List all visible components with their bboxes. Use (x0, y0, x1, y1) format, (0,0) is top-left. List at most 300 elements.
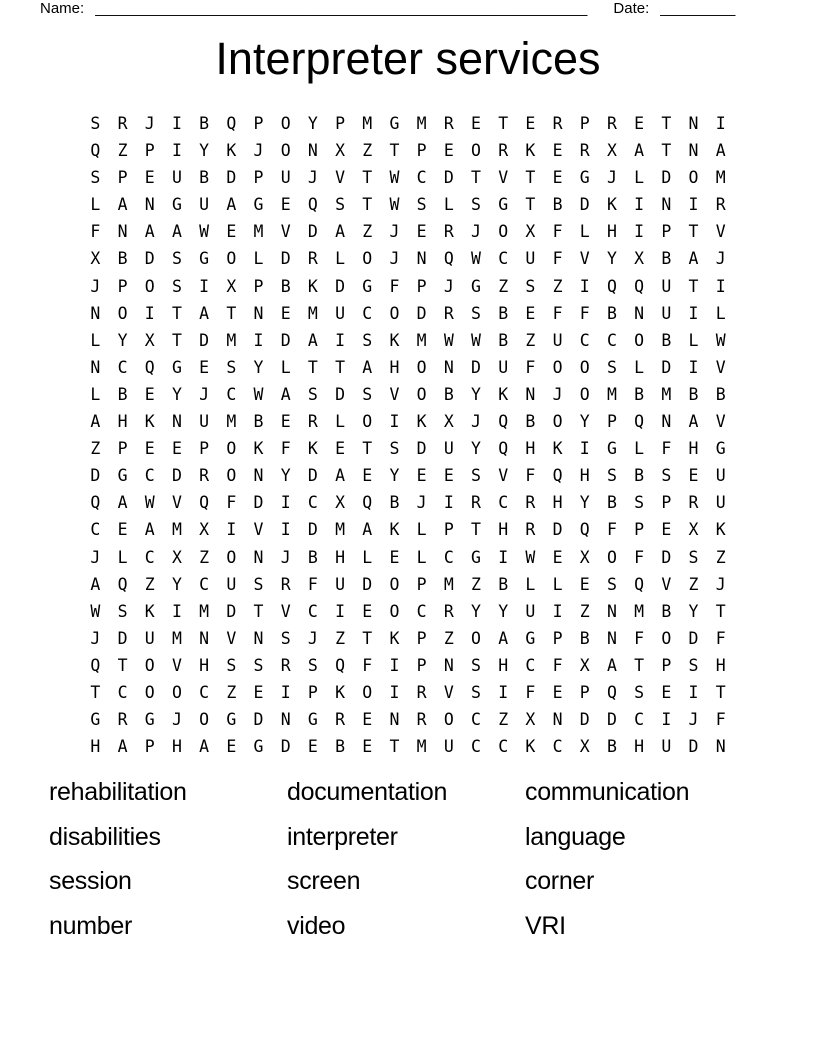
grid-letter-r6-c12: J (389, 249, 400, 269)
grid-letter-r24-c13: M (416, 737, 427, 757)
grid-letter-r3-c3: E (144, 168, 155, 188)
grid-letter-r18-c4: Y (171, 574, 182, 594)
grid-letter-r15-c9: C (307, 493, 318, 513)
grid-letter-r11-c21: B (634, 384, 645, 404)
grid-letter-r2-c7: J (253, 141, 264, 161)
grid-letter-r12-c22: N (661, 412, 672, 432)
grid-letter-r17-c6: O (226, 547, 237, 567)
grid-letter-r5-c10: A (335, 222, 345, 242)
grid-letter-r7-c2: P (117, 276, 128, 296)
grid-letter-r18-c17: L (525, 574, 536, 594)
grid-letter-r2-c19: R (579, 141, 590, 161)
grid-letter-r7-c24: I (715, 276, 726, 296)
grid-letter-r2-c15: O (471, 141, 481, 161)
date-label: Date: (613, 0, 650, 17)
grid-letter-r8-c5: A (199, 303, 210, 323)
grid-letter-r15-c14: I (443, 493, 454, 513)
grid-letter-r19-c5: M (199, 601, 210, 621)
grid-letter-r22-c4: O (171, 682, 182, 702)
grid-letter-r21-c20: A (606, 655, 617, 675)
grid-letter-r17-c8: J (280, 547, 291, 567)
grid-letter-r24-c11: E (362, 737, 373, 757)
grid-letter-r9-c13: M (416, 330, 427, 350)
grid-letter-r24-c19: X (579, 737, 590, 757)
grid-letter-r22-c17: F (525, 682, 536, 702)
grid-letter-r10-c2: C (117, 357, 128, 377)
grid-letter-r6-c21: X (634, 249, 645, 269)
grid-letter-r20-c11: T (362, 628, 373, 648)
grid-letter-r17-c24: Z (715, 547, 726, 567)
grid-letter-r19-c22: B (661, 601, 672, 621)
grid-letter-r5-c7: M (253, 222, 264, 242)
grid-letter-r18-c2: Q (117, 574, 128, 594)
grid-letter-r4-c23: I (688, 195, 699, 215)
grid-letter-r1-c22: T (661, 114, 672, 133)
grid-letter-r12-c4: N (171, 412, 182, 432)
grid-letter-r21-c22: P (661, 655, 672, 675)
grid-letter-r17-c20: O (606, 547, 617, 567)
grid-letter-r5-c19: L (579, 222, 590, 242)
grid-letter-r17-c19: X (579, 547, 590, 567)
grid-letter-r5-c1: F (90, 222, 101, 242)
grid-letter-r1-c19: P (579, 114, 590, 133)
grid-letter-r6-c13: N (416, 249, 427, 269)
grid-letter-r6-c6: O (226, 249, 237, 269)
grid-letter-r16-c23: X (688, 520, 699, 540)
grid-letter-r14-c11: E (362, 466, 373, 486)
grid-letter-r18-c14: M (443, 574, 454, 594)
grid-letter-r2-c4: I (171, 141, 182, 161)
grid-letter-r14-c12: Y (389, 466, 400, 486)
grid-letter-r23-c24: F (715, 710, 726, 730)
grid-letter-r2-c3: P (144, 141, 155, 161)
grid-letter-r20-c24: F (715, 628, 726, 648)
grid-letter-r18-c8: R (280, 574, 291, 594)
grid-letter-r12-c21: Q (634, 412, 645, 432)
grid-letter-r2-c13: P (416, 141, 427, 161)
grid-letter-r6-c1: X (90, 249, 101, 269)
grid-letter-r3-c12: W (389, 168, 400, 188)
grid-letter-r20-c1: J (90, 628, 101, 648)
grid-letter-r18-c16: B (498, 574, 509, 594)
grid-letter-r3-c13: C (416, 168, 427, 188)
grid-letter-r14-c17: F (525, 466, 536, 486)
grid-letter-r22-c15: S (471, 682, 481, 702)
grid-letter-r23-c9: G (307, 710, 318, 730)
grid-letter-r23-c4: J (171, 710, 182, 730)
grid-letter-r20-c14: Z (443, 628, 454, 648)
grid-letter-r21-c2: T (117, 655, 128, 675)
grid-letter-r3-c7: P (253, 168, 264, 188)
grid-letter-r17-c17: W (525, 547, 536, 567)
grid-letter-r9-c15: W (471, 330, 481, 350)
grid-letter-r9-c16: B (498, 330, 509, 350)
grid-letter-r8-c24: L (715, 303, 726, 323)
word-list-column-3 (525, 770, 763, 948)
grid-letter-r19-c1: W (90, 601, 101, 621)
grid-letter-r3-c16: V (498, 168, 509, 188)
grid-letter-r17-c23: S (688, 547, 699, 567)
grid-letter-r21-c23: S (688, 655, 699, 675)
grid-letter-r22-c9: P (307, 682, 318, 702)
grid-letter-r20-c15: O (471, 628, 481, 648)
grid-letter-r16-c15: T (471, 520, 481, 540)
grid-letter-r14-c6: O (226, 466, 237, 486)
grid-letter-r1-c3: J (144, 114, 155, 133)
grid-letter-r2-c1: Q (90, 141, 101, 161)
grid-letter-r21-c11: F (362, 655, 373, 675)
grid-letter-r23-c11: E (362, 710, 373, 730)
grid-letter-r24-c24: N (715, 737, 726, 757)
grid-letter-r1-c7: P (253, 114, 264, 133)
grid-letter-r8-c13: D (416, 303, 427, 323)
grid-letter-r21-c14: N (443, 655, 454, 675)
grid-letter-r16-c10: M (335, 520, 345, 540)
grid-letter-r18-c12: O (389, 574, 400, 594)
grid-letter-r18-c18: L (552, 574, 563, 594)
grid-letter-r15-c4: V (171, 493, 182, 513)
grid-letter-r8-c17: E (525, 303, 536, 323)
grid-letter-r4-c10: S (335, 195, 345, 215)
grid-letter-r16-c2: E (117, 520, 128, 540)
grid-letter-r15-c21: S (634, 493, 645, 513)
grid-letter-r16-c14: P (443, 520, 454, 540)
grid-letter-r21-c3: O (144, 655, 155, 675)
grid-letter-r17-c16: I (498, 547, 509, 567)
grid-letter-r19-c14: R (443, 601, 454, 621)
grid-letter-r11-c22: M (661, 384, 672, 404)
grid-letter-r3-c6: D (226, 168, 237, 188)
grid-letter-r5-c22: P (661, 222, 672, 242)
grid-letter-r10-c22: D (661, 357, 672, 377)
grid-letter-r4-c24: R (715, 195, 726, 215)
grid-letter-r13-c10: E (335, 439, 345, 459)
grid-letter-r22-c20: Q (606, 682, 617, 702)
grid-letter-r18-c20: S (606, 574, 617, 594)
grid-letter-r8-c22: U (661, 303, 672, 323)
grid-letter-r24-c1: H (90, 737, 101, 757)
grid-letter-r7-c10: D (335, 276, 345, 296)
grid-letter-r3-c20: J (606, 168, 617, 188)
grid-letter-r2-c17: K (525, 141, 536, 161)
grid-letter-r15-c18: H (552, 493, 563, 513)
grid-letter-r9-c10: I (335, 330, 345, 350)
grid-letter-r12-c9: R (307, 412, 318, 432)
grid-letter-r17-c11: L (362, 547, 373, 567)
grid-letter-r11-c10: D (335, 384, 345, 404)
grid-letter-r7-c14: J (443, 276, 454, 296)
grid-letter-r15-c23: R (688, 493, 699, 513)
grid-letter-r22-c18: E (552, 682, 563, 702)
grid-letter-r9-c20: C (606, 330, 617, 350)
grid-letter-r3-c9: J (307, 168, 318, 188)
grid-letter-r23-c16: Z (498, 710, 509, 730)
grid-letter-r17-c1: J (90, 547, 101, 567)
grid-letter-r23-c10: R (335, 710, 345, 730)
grid-letter-r5-c11: Z (362, 222, 373, 242)
grid-letter-r21-c6: S (226, 655, 237, 675)
grid-letter-r12-c16: Q (498, 412, 509, 432)
grid-letter-r14-c24: U (715, 466, 726, 486)
grid-letter-r16-c13: L (416, 520, 427, 540)
grid-letter-r9-c24: W (715, 330, 726, 350)
grid-letter-r24-c17: K (525, 737, 536, 757)
grid-letter-r23-c21: C (634, 710, 645, 730)
grid-letter-r19-c10: I (335, 601, 345, 621)
grid-letter-r21-c15: S (471, 655, 481, 675)
grid-letter-r23-c22: I (661, 710, 672, 730)
word-list-item-disabilities: disabilities (49, 822, 161, 851)
grid-letter-r18-c23: Z (688, 574, 699, 594)
grid-letter-r23-c20: D (606, 710, 617, 730)
grid-letter-r2-c12: T (389, 141, 400, 161)
grid-letter-r21-c21: T (634, 655, 645, 675)
grid-letter-r2-c9: N (307, 141, 318, 161)
grid-letter-r2-c20: X (606, 141, 617, 161)
grid-letter-r7-c22: U (661, 276, 672, 296)
grid-letter-r13-c15: Y (471, 439, 481, 459)
grid-letter-r15-c5: Q (199, 493, 210, 513)
grid-letter-r17-c3: C (144, 547, 155, 567)
grid-letter-r24-c8: D (280, 737, 291, 757)
grid-letter-r14-c18: Q (552, 466, 563, 486)
grid-letter-r13-c20: G (606, 439, 617, 459)
grid-letter-r17-c15: G (471, 547, 481, 567)
grid-letter-r24-c2: A (117, 737, 128, 757)
grid-letter-r22-c23: I (688, 682, 699, 702)
grid-letter-r14-c13: E (416, 466, 427, 486)
word-list-column-2 (287, 770, 525, 948)
grid-letter-r20-c22: O (661, 628, 672, 648)
grid-letter-r18-c9: F (307, 574, 318, 594)
grid-letter-r23-c7: D (253, 710, 264, 730)
grid-letter-r14-c2: G (117, 466, 128, 486)
grid-letter-r4-c15: S (471, 195, 481, 215)
grid-letter-r9-c11: S (362, 330, 373, 350)
grid-letter-r2-c14: E (443, 141, 454, 161)
grid-letter-r19-c17: U (525, 601, 536, 621)
grid-letter-r12-c17: B (525, 412, 536, 432)
grid-letter-r16-c12: K (389, 520, 400, 540)
grid-letter-r15-c8: I (280, 493, 291, 513)
word-list-item-video: video (287, 911, 346, 940)
grid-letter-r8-c20: B (606, 303, 617, 323)
grid-letter-r8-c16: B (498, 303, 509, 323)
grid-letter-r10-c17: F (525, 357, 536, 377)
word-list-item-corner: corner (525, 867, 595, 896)
grid-letter-r13-c19: I (579, 439, 590, 459)
grid-letter-r20-c8: S (280, 628, 291, 648)
grid-letter-r24-c3: P (144, 737, 155, 757)
grid-letter-r19-c24: T (715, 601, 726, 621)
grid-letter-r18-c5: C (199, 574, 210, 594)
grid-letter-r4-c7: G (253, 195, 264, 215)
grid-letter-r22-c1: T (90, 682, 101, 702)
grid-letter-r18-c3: Z (144, 574, 155, 594)
grid-letter-r4-c21: I (634, 195, 645, 215)
grid-letter-r21-c18: F (552, 655, 563, 675)
grid-letter-r7-c23: T (688, 276, 699, 296)
grid-letter-r5-c13: E (416, 222, 427, 242)
grid-letter-r9-c19: C (579, 330, 590, 350)
grid-letter-r17-c14: C (443, 547, 454, 567)
grid-letter-r24-c15: C (471, 737, 481, 757)
grid-letter-r23-c1: G (90, 710, 101, 730)
grid-letter-r8-c15: S (471, 303, 481, 323)
grid-letter-r14-c8: Y (280, 466, 291, 486)
grid-letter-r2-c21: A (634, 141, 645, 161)
word-list-item-communication: communication (525, 778, 690, 806)
grid-letter-r12-c18: O (552, 412, 563, 432)
grid-letter-r2-c8: O (280, 141, 291, 161)
grid-letter-r9-c14: W (443, 330, 454, 350)
grid-letter-r20-c13: P (416, 628, 427, 648)
grid-letter-r22-c7: E (253, 682, 264, 702)
grid-letter-r1-c14: R (443, 114, 454, 133)
grid-letter-r21-c1: Q (90, 655, 101, 675)
grid-letter-r13-c14: U (443, 439, 454, 459)
grid-letter-r24-c6: E (226, 737, 237, 757)
grid-letter-r8-c14: R (443, 303, 454, 323)
grid-letter-r15-c1: Q (90, 493, 101, 513)
grid-letter-r11-c14: B (443, 384, 454, 404)
grid-letter-r11-c20: M (606, 384, 617, 404)
grid-letter-r12-c24: V (715, 412, 726, 432)
grid-letter-r13-c17: H (525, 439, 536, 459)
grid-letter-r11-c18: J (552, 384, 563, 404)
grid-letter-r15-c10: X (335, 493, 345, 513)
grid-letter-r15-c22: P (661, 493, 672, 513)
grid-letter-r1-c16: T (498, 114, 509, 133)
grid-letter-r11-c7: W (253, 384, 264, 404)
puzzle-title: Interpreter services (215, 33, 601, 84)
grid-letter-r11-c1: L (90, 384, 101, 404)
grid-letter-r13-c9: K (307, 439, 318, 459)
grid-letter-r14-c15: S (471, 466, 481, 486)
grid-letter-r8-c12: O (389, 303, 400, 323)
grid-letter-r9-c23: L (688, 330, 699, 350)
grid-letter-r24-c23: D (688, 737, 699, 757)
grid-letter-r22-c11: O (362, 682, 373, 702)
grid-letter-r6-c23: A (688, 249, 699, 269)
grid-letter-r6-c20: Y (606, 249, 617, 269)
grid-letter-r19-c7: T (253, 601, 264, 621)
grid-letter-r23-c17: X (525, 710, 536, 730)
grid-letter-r2-c23: N (688, 141, 699, 161)
grid-letter-r2-c11: Z (362, 141, 373, 161)
grid-letter-r12-c1: A (90, 412, 101, 432)
grid-letter-r9-c17: Z (525, 330, 536, 350)
grid-letter-r16-c21: P (634, 520, 645, 540)
grid-letter-r11-c4: Y (171, 384, 182, 404)
grid-letter-r5-c8: V (280, 222, 291, 242)
grid-letter-r21-c16: H (498, 655, 509, 675)
grid-letter-r14-c16: V (498, 466, 509, 486)
grid-letter-r5-c15: J (471, 222, 481, 242)
grid-letter-r4-c19: D (579, 195, 590, 215)
grid-letter-r6-c18: F (552, 249, 563, 269)
grid-letter-r17-c22: D (661, 547, 672, 567)
grid-letter-r21-c19: X (579, 655, 590, 675)
grid-letter-r3-c22: D (661, 168, 672, 188)
grid-letter-r15-c20: B (606, 493, 617, 513)
grid-letter-r18-c21: Q (634, 574, 645, 594)
grid-letter-r6-c14: Q (443, 249, 454, 269)
grid-letter-r18-c10: U (335, 574, 345, 594)
grid-letter-r6-c24: J (715, 249, 726, 269)
grid-letter-r12-c13: K (416, 412, 427, 432)
grid-letter-r4-c22: N (661, 195, 672, 215)
grid-letter-r4-c5: U (199, 195, 210, 215)
grid-letter-r22-c13: R (416, 682, 427, 702)
grid-letter-r11-c23: B (688, 384, 699, 404)
grid-letter-r12-c15: J (471, 412, 481, 432)
grid-letter-r23-c12: N (389, 710, 400, 730)
grid-letter-r1-c24: I (715, 114, 726, 133)
grid-letter-r11-c11: S (362, 384, 373, 404)
grid-letter-r14-c4: D (171, 466, 182, 486)
grid-letter-r9-c7: I (253, 330, 264, 350)
grid-letter-r11-c15: Y (471, 384, 481, 404)
grid-letter-r1-c23: N (688, 114, 699, 133)
grid-letter-r3-c15: T (471, 168, 481, 188)
grid-letter-r14-c1: D (90, 466, 101, 486)
grid-letter-r22-c10: K (335, 682, 345, 702)
grid-letter-r19-c20: N (606, 601, 617, 621)
grid-letter-r4-c17: T (525, 195, 536, 215)
grid-letter-r16-c22: E (661, 520, 672, 540)
grid-letter-r1-c9: Y (307, 114, 318, 133)
grid-letter-r12-c2: H (117, 412, 128, 432)
grid-letter-r19-c2: S (117, 601, 128, 621)
grid-letter-r13-c23: H (688, 439, 699, 459)
grid-letter-r23-c6: G (226, 710, 237, 730)
grid-letter-r19-c8: V (280, 601, 291, 621)
grid-letter-r15-c17: R (525, 493, 536, 513)
grid-letter-r6-c10: L (335, 249, 345, 269)
grid-letter-r20-c17: G (525, 628, 536, 648)
grid-letter-r13-c6: O (226, 439, 237, 459)
grid-letter-r23-c14: O (443, 710, 454, 730)
grid-letter-r24-c12: T (389, 737, 400, 757)
grid-letter-r17-c2: L (117, 547, 128, 567)
grid-letter-r7-c12: F (389, 276, 400, 296)
grid-letter-r7-c11: G (362, 276, 373, 296)
grid-letter-r16-c9: D (307, 520, 318, 540)
grid-letter-r1-c6: Q (226, 114, 237, 133)
grid-letter-r13-c5: P (199, 439, 210, 459)
grid-letter-r15-c2: A (117, 493, 128, 513)
grid-letter-r11-c19: O (579, 384, 590, 404)
grid-letter-r13-c13: D (416, 439, 427, 459)
grid-letter-r13-c7: K (253, 439, 264, 459)
grid-letter-r24-c9: E (307, 737, 318, 757)
grid-letter-r20-c4: M (171, 628, 182, 648)
grid-letter-r13-c22: F (661, 439, 672, 459)
grid-letter-r15-c24: U (715, 493, 726, 513)
grid-letter-r1-c20: R (606, 114, 617, 133)
grid-letter-r11-c6: C (226, 384, 237, 404)
grid-letter-r18-c11: D (362, 574, 373, 594)
grid-letter-r22-c19: P (579, 682, 590, 702)
grid-letter-r16-c6: I (226, 520, 237, 540)
grid-letter-r21-c12: I (389, 655, 400, 675)
grid-letter-r11-c13: O (416, 384, 427, 404)
grid-letter-r20-c18: P (552, 628, 563, 648)
grid-letter-r22-c21: S (634, 682, 645, 702)
grid-letter-r13-c2: P (117, 439, 128, 459)
word-list (49, 770, 763, 948)
